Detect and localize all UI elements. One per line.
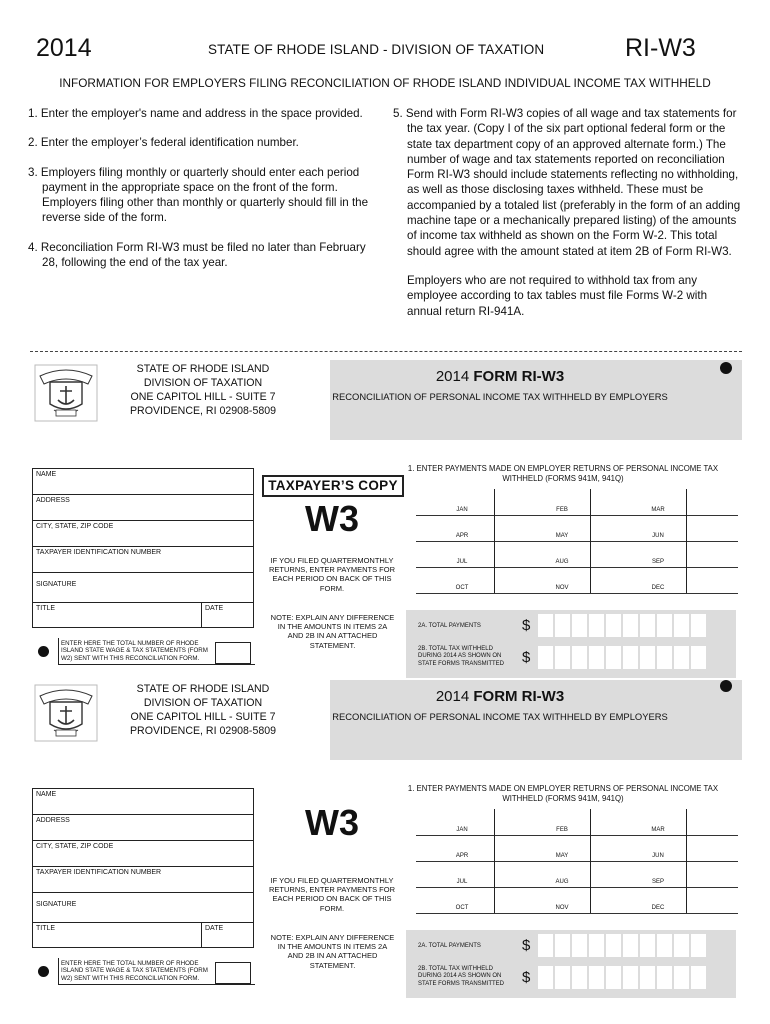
quarterly-note: IF YOU FILED QUARTERMONTHLY RETURNS, ENTER PAYMENTS FOR EACH PERIOD ON BACK OF THIS FORM. xyxy=(269,556,395,593)
payment-mar[interactable]: MAR xyxy=(612,489,704,515)
form-slip-filing-copy xyxy=(0,668,770,998)
total-payments-boxes[interactable] xyxy=(538,614,706,637)
registration-dot-icon xyxy=(720,362,732,374)
w3-label: W3 xyxy=(305,802,359,843)
instructions-right xyxy=(393,106,745,333)
address-field[interactable]: ADDRESS xyxy=(32,494,254,520)
instruction-3: 3. Employers filing monthly or quarterly should enter each period payment in the appropriate space on the front of the form. Employers filing other than monthly or quarterly should fill in the reverse side of the form. xyxy=(28,165,369,225)
payment-nov[interactable]: NOV xyxy=(516,567,608,593)
employer-fields xyxy=(32,468,254,628)
payment-may[interactable]: MAY xyxy=(516,515,608,541)
payment-mar[interactable]: MAR xyxy=(612,809,704,835)
instructions-left xyxy=(28,106,383,284)
registration-dot-icon xyxy=(720,680,732,692)
payment-feb[interactable]: FEB xyxy=(516,809,608,835)
total-payments-row: 2A. TOTAL PAYMENTS $ xyxy=(406,934,736,964)
info-heading: INFORMATION FOR EMPLOYERS FILING RECONCILIATION OF RHODE ISLAND INDIVIDUAL INCOME TAX WITHHELD xyxy=(59,76,711,90)
signature-field[interactable]: SIGNATURE xyxy=(32,892,254,922)
payments-heading: 1. ENTER PAYMENTS MADE ON EMPLOYER RETURNS OF PERSONAL INCOME TAX WITHHELD (FORMS 941M, 941Q) xyxy=(407,784,719,803)
w2-count-box: ENTER HERE THE TOTAL NUMBER OF RHODE ISLAND STATE WAGE & TAX STATEMENTS (FORM W2) SENT WITH THIS RECONCILIATION FORM. xyxy=(58,638,255,665)
tax-year: 2014 xyxy=(36,34,92,62)
title-field[interactable]: TITLE xyxy=(32,602,202,628)
total-withheld-boxes[interactable] xyxy=(538,966,706,989)
payment-jan[interactable]: JAN xyxy=(416,489,508,515)
payment-apr[interactable]: APR xyxy=(416,835,508,861)
w2-count-input[interactable] xyxy=(215,962,251,984)
w2-count-input[interactable] xyxy=(215,642,251,664)
form-subtitle: RECONCILIATION OF PERSONAL INCOME TAX WITHHELD BY EMPLOYERS xyxy=(332,391,668,402)
payment-jan[interactable]: JAN xyxy=(416,809,508,835)
total-payments-row: 2A. TOTAL PAYMENTS $ xyxy=(406,614,736,644)
instruction-1: 1. Enter the employer's name and address in the space provided. xyxy=(28,107,363,120)
name-field[interactable]: NAME xyxy=(32,468,254,494)
registration-dot-icon xyxy=(38,646,49,657)
w3-label: W3 xyxy=(305,498,359,539)
difference-note: NOTE: EXPLAIN ANY DIFFERENCE IN THE AMOUNTS IN ITEMS 2A AND 2B IN AN ATTACHED STATEMENT. xyxy=(270,613,395,650)
instruction-2: 2. Enter the employer’s federal identification number. xyxy=(28,136,299,150)
dollar-sign: $ xyxy=(522,969,531,986)
state-division-title: STATE OF RHODE ISLAND - DIVISION OF TAXATION xyxy=(208,42,545,57)
taxpayer-copy-label: TAXPAYER’S COPY xyxy=(262,475,404,497)
payment-may[interactable]: MAY xyxy=(516,835,608,861)
total-withheld-boxes[interactable] xyxy=(538,646,706,669)
dollar-sign: $ xyxy=(522,649,531,666)
quarterly-note: IF YOU FILED QUARTERMONTHLY RETURNS, ENTER PAYMENTS FOR EACH PERIOD ON BACK OF THIS FORM. xyxy=(269,876,395,913)
date-field[interactable]: DATE xyxy=(202,602,254,628)
payment-oct[interactable]: OCT xyxy=(416,567,508,593)
payment-dec[interactable]: DEC xyxy=(612,887,704,913)
employer-fields xyxy=(32,788,254,948)
form-code: RI-W3 xyxy=(625,34,696,62)
signature-field[interactable]: SIGNATURE xyxy=(32,572,254,602)
city-state-zip-field[interactable]: CITY, STATE, ZIP CODE xyxy=(32,520,254,546)
total-withheld-row: 2B. TOTAL TAX WITHHELD DURING 2014 AS SHOWN ON STATE FORMS TRANSMITTED $ xyxy=(406,646,736,676)
instruction-5: 5. Send with Form RI-W3 copies of all wage and tax statements for the tax year. (Copy I of the six part optional federal form or the state tax department copy of an approved alternate form.) The number of wage and tax statements reported on reconciliation Form RI-W3 should include statements reflecting no withholding, as well as those disclosing taxes withheld. These must be accompanied by a totaled list (preferably in the form of an adding machine tape or a mechanically prepared listing) of the amounts of income tax withheld as shown on the Form W-2. This total should agree with the amount stated at item 2B of Form RI-W3. xyxy=(393,107,741,258)
monthly-payments xyxy=(416,810,738,914)
payment-jul[interactable]: JUL xyxy=(416,541,508,567)
state-seal-icon xyxy=(34,364,98,422)
payment-oct[interactable]: OCT xyxy=(416,887,508,913)
w2-count-box: ENTER HERE THE TOTAL NUMBER OF RHODE ISLAND STATE WAGE & TAX STATEMENTS (FORM W2) SENT WITH THIS RECONCILIATION FORM. xyxy=(58,958,255,985)
payment-sep[interactable]: SEP xyxy=(612,861,704,887)
payment-sep[interactable]: SEP xyxy=(612,541,704,567)
state-seal-icon xyxy=(34,684,98,742)
total-payments-boxes[interactable] xyxy=(538,934,706,957)
payment-dec[interactable]: DEC xyxy=(612,567,704,593)
payment-apr[interactable]: APR xyxy=(416,515,508,541)
form-subtitle: RECONCILIATION OF PERSONAL INCOME TAX WITHHELD BY EMPLOYERS xyxy=(332,711,668,722)
payment-nov[interactable]: NOV xyxy=(516,887,608,913)
taxpayer-id-field[interactable]: TAXPAYER IDENTIFICATION NUMBER xyxy=(32,866,254,892)
form-title: 2014 FORM RI-W3 xyxy=(435,368,565,385)
form-title: 2014 FORM RI-W3 xyxy=(435,688,565,705)
payment-jun[interactable]: JUN xyxy=(612,515,704,541)
division-address: STATE OF RHODE ISLAND DIVISION OF TAXATION ONE CAPITOL HILL - SUITE 7 PROVIDENCE, RI 02908-5809 xyxy=(129,363,277,417)
instruction-note: Employers who are not required to withhold tax from any employee according to tax tables must file Forms W-2 with annual return RI-941A. xyxy=(407,273,708,318)
payments-heading: 1. ENTER PAYMENTS MADE ON EMPLOYER RETURNS OF PERSONAL INCOME TAX WITHHELD (FORMS 941M, 941Q) xyxy=(407,464,719,483)
registration-dot-icon xyxy=(38,966,49,977)
date-field[interactable]: DATE xyxy=(202,922,254,948)
dollar-sign: $ xyxy=(522,617,531,634)
instruction-4: 4. Reconciliation Form RI-W3 must be filed no later than February 28, following the end of the tax year. xyxy=(28,240,366,270)
title-field[interactable]: TITLE xyxy=(32,922,202,948)
payment-jul[interactable]: JUL xyxy=(416,861,508,887)
payment-jun[interactable]: JUN xyxy=(612,835,704,861)
dollar-sign: $ xyxy=(522,937,531,954)
address-field[interactable]: ADDRESS xyxy=(32,814,254,840)
payment-aug[interactable]: AUG xyxy=(516,541,608,567)
name-field[interactable]: NAME xyxy=(32,788,254,814)
form-slip-taxpayer-copy xyxy=(0,348,770,678)
difference-note: NOTE: EXPLAIN ANY DIFFERENCE IN THE AMOUNTS IN ITEMS 2A AND 2B IN AN ATTACHED STATEMENT. xyxy=(270,933,395,970)
totals-panel xyxy=(406,930,736,998)
division-address: STATE OF RHODE ISLAND DIVISION OF TAXATION ONE CAPITOL HILL - SUITE 7 PROVIDENCE, RI 02908-5809 xyxy=(129,683,277,737)
payment-aug[interactable]: AUG xyxy=(516,861,608,887)
payment-feb[interactable]: FEB xyxy=(516,489,608,515)
monthly-payments xyxy=(416,490,738,594)
total-withheld-row: 2B. TOTAL TAX WITHHELD DURING 2014 AS SHOWN ON STATE FORMS TRANSMITTED $ xyxy=(406,966,736,996)
city-state-zip-field[interactable]: CITY, STATE, ZIP CODE xyxy=(32,840,254,866)
taxpayer-id-field[interactable]: TAXPAYER IDENTIFICATION NUMBER xyxy=(32,546,254,572)
